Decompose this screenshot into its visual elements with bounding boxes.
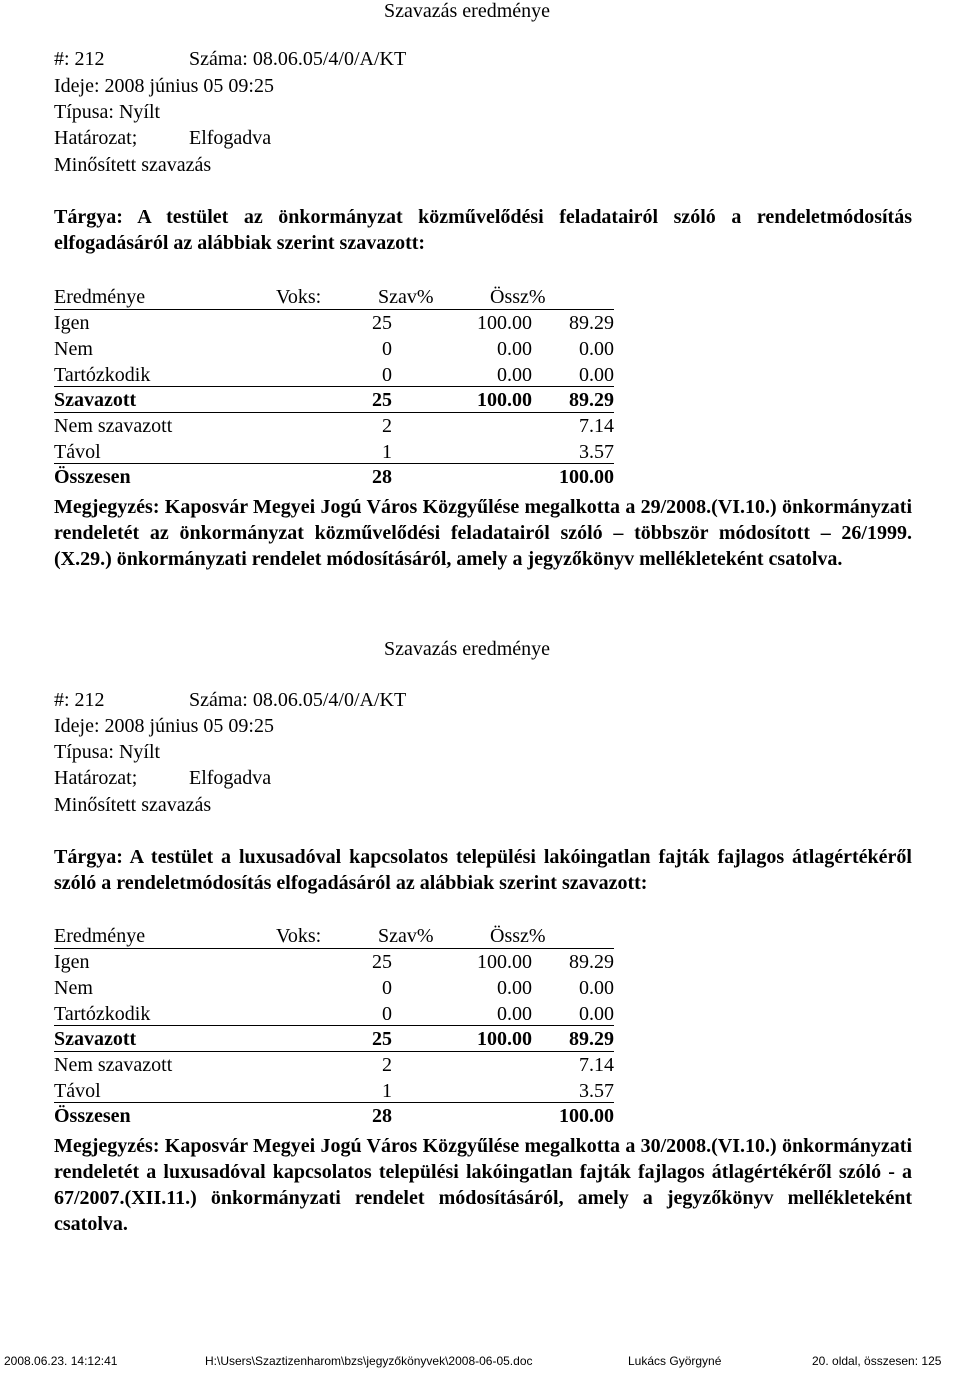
vote-reference: Száma: 08.06.05/4/0/A/KT bbox=[189, 689, 407, 711]
table-row-osszesen bbox=[54, 1103, 614, 1129]
row-label: Távol bbox=[54, 440, 101, 463]
table-row-osszesen bbox=[54, 464, 614, 490]
row-votes: 0 bbox=[382, 363, 392, 386]
row-label: Távol bbox=[54, 1079, 101, 1102]
table-row-szavazott bbox=[54, 1026, 614, 1052]
table-header-row bbox=[54, 284, 614, 310]
vote-time: Ideje: 2008 június 05 09:25 bbox=[54, 715, 274, 737]
row-total-percent: 3.57 bbox=[579, 1079, 614, 1102]
row-votes: 25 bbox=[372, 311, 392, 334]
vote-qualified: Minősített szavazás bbox=[54, 154, 212, 176]
vote-note: Megjegyzés: Kaposvár Megyei Jogú Város Közgyűlése megalkotta a 30/2008.(VI.10.) önkormányzati rendeletét a luxusadóval kapcsolatos települési lakóingatlan fajták fajlagos átlagértékéről szóló - a 67/2007.(XII.11.) önkormányzati rendelet módosításáról, amely a jegyzőkönyv mellékleteként csatolva. bbox=[54, 1135, 912, 1235]
table-row-igen bbox=[54, 949, 614, 975]
vote-decision-value: Elfogadva bbox=[189, 767, 272, 789]
row-total-percent: 7.14 bbox=[579, 414, 614, 437]
row-total-percent: 100.00 bbox=[559, 466, 614, 488]
table-row-nem bbox=[54, 336, 614, 362]
row-total-percent: 89.29 bbox=[569, 389, 614, 411]
vote-decision-line bbox=[54, 765, 272, 791]
vote-qualified: Minősített szavazás bbox=[54, 794, 212, 816]
row-label: Nem bbox=[54, 976, 93, 999]
row-votes: 0 bbox=[382, 976, 392, 999]
header-vote-percent: Szav% bbox=[378, 286, 434, 308]
row-votes: 2 bbox=[382, 1053, 392, 1076]
vote-subject: Tárgya: A testület a luxusadóval kapcsolatos települési lakóingatlan fajták fajlagos átlagértékéről szóló a rendeletmódosítás elfogadásáról az alábbiak szerint szavazott: bbox=[54, 846, 912, 894]
row-votes: 0 bbox=[382, 337, 392, 360]
vote-heading: Szavazás eredménye bbox=[384, 638, 551, 660]
row-votes: 28 bbox=[372, 1105, 392, 1127]
vote-results-table bbox=[54, 284, 614, 490]
header-total-percent: Össz% bbox=[490, 286, 546, 308]
row-total-percent: 0.00 bbox=[579, 337, 614, 360]
row-total-percent: 89.29 bbox=[569, 311, 614, 334]
table-row-szavazott bbox=[54, 387, 614, 413]
row-vote-percent: 0.00 bbox=[497, 1002, 532, 1025]
table-header-row bbox=[54, 923, 614, 949]
row-total-percent: 100.00 bbox=[559, 1105, 614, 1127]
vote-heading: Szavazás eredménye bbox=[384, 0, 551, 22]
row-label: Igen bbox=[54, 950, 90, 973]
row-vote-percent: 0.00 bbox=[497, 363, 532, 386]
row-label: Nem szavazott bbox=[54, 1053, 173, 1076]
row-votes: 0 bbox=[382, 1002, 392, 1025]
header-vote-percent: Szav% bbox=[378, 925, 434, 947]
row-votes: 25 bbox=[372, 389, 392, 411]
vote-type: Típusa: Nyílt bbox=[54, 101, 161, 123]
row-label: Tartózkodik bbox=[54, 363, 151, 386]
row-total-percent: 0.00 bbox=[579, 976, 614, 999]
table-row-nem bbox=[54, 975, 614, 1001]
header-result: Eredménye bbox=[54, 286, 146, 308]
row-total-percent: 89.29 bbox=[569, 1028, 614, 1050]
row-total-percent: 3.57 bbox=[579, 440, 614, 463]
row-vote-percent: 0.00 bbox=[497, 976, 532, 999]
row-votes: 1 bbox=[382, 1079, 392, 1102]
vote-note: Megjegyzés: Kaposvár Megyei Jogú Város Közgyűlése megalkotta a 29/2008.(VI.10.) önkormányzati rendeletét az önkormányzat közművelődési feladatairól szóló – többször módosított – 26/1999.(X.29.) önkormányzati rendelet módosításáról, amely a jegyzőkönyv mellékleteként csatolva. bbox=[54, 496, 912, 570]
vote-number: #: 212 bbox=[54, 689, 105, 711]
row-total-percent: 0.00 bbox=[579, 363, 614, 386]
table-row-nem-szavazott bbox=[54, 1052, 614, 1078]
row-label: Nem szavazott bbox=[54, 414, 173, 437]
row-total-percent: 89.29 bbox=[569, 950, 614, 973]
vote-type: Típusa: Nyílt bbox=[54, 741, 161, 763]
footer-datetime: 2008.06.23. 14:12:41 bbox=[4, 1354, 118, 1368]
vote-number-line bbox=[54, 687, 407, 713]
row-label: Szavazott bbox=[54, 389, 137, 411]
row-votes: 28 bbox=[372, 466, 392, 488]
row-total-percent: 7.14 bbox=[579, 1053, 614, 1076]
vote-results-table bbox=[54, 923, 614, 1129]
vote-decision-value: Elfogadva bbox=[189, 127, 272, 149]
header-votes: Voks: bbox=[276, 286, 322, 308]
row-label: Igen bbox=[54, 311, 90, 334]
vote-time: Ideje: 2008 június 05 09:25 bbox=[54, 75, 274, 97]
row-votes: 25 bbox=[372, 950, 392, 973]
vote-decision-label: Határozat; bbox=[54, 127, 138, 149]
page-footer bbox=[0, 1354, 960, 1372]
vote-number: #: 212 bbox=[54, 48, 105, 70]
row-label: Nem bbox=[54, 337, 93, 360]
row-label: Összesen bbox=[54, 1105, 131, 1127]
row-votes: 25 bbox=[372, 1028, 392, 1050]
row-label: Összesen bbox=[54, 466, 131, 488]
table-row-tavol bbox=[54, 439, 614, 465]
table-row-tartozkodik bbox=[54, 362, 614, 388]
row-vote-percent: 100.00 bbox=[477, 950, 532, 973]
header-votes: Voks: bbox=[276, 925, 322, 947]
row-label: Tartózkodik bbox=[54, 1002, 151, 1025]
footer-page-number: 20. oldal, összesen: 125 bbox=[812, 1354, 942, 1368]
vote-decision-line bbox=[54, 125, 272, 151]
table-row-igen bbox=[54, 310, 614, 336]
header-result: Eredménye bbox=[54, 925, 146, 947]
vote-reference: Száma: 08.06.05/4/0/A/KT bbox=[189, 48, 407, 70]
table-row-tavol bbox=[54, 1078, 614, 1104]
vote-decision-label: Határozat; bbox=[54, 767, 138, 789]
header-total-percent: Össz% bbox=[490, 925, 546, 947]
footer-file-path: H:\Users\Szaztizenharom\bzs\jegyzőkönyvek\2008-06-05.doc bbox=[205, 1354, 533, 1368]
row-votes: 1 bbox=[382, 440, 392, 463]
row-label: Szavazott bbox=[54, 1028, 137, 1050]
row-votes: 2 bbox=[382, 414, 392, 437]
footer-author: Lukács Györgyné bbox=[628, 1354, 722, 1368]
row-vote-percent: 0.00 bbox=[497, 337, 532, 360]
vote-number-line bbox=[54, 46, 407, 72]
row-vote-percent: 100.00 bbox=[477, 389, 532, 411]
table-row-nem-szavazott bbox=[54, 413, 614, 439]
row-vote-percent: 100.00 bbox=[477, 311, 532, 334]
row-vote-percent: 100.00 bbox=[477, 1028, 532, 1050]
table-row-tartozkodik bbox=[54, 1001, 614, 1027]
vote-subject: Tárgya: A testület az önkormányzat közművelődési feladatairól szóló a rendeletmódosítás elfogadásáról az alábbiak szerint szavazott: bbox=[54, 206, 912, 254]
row-total-percent: 0.00 bbox=[579, 1002, 614, 1025]
